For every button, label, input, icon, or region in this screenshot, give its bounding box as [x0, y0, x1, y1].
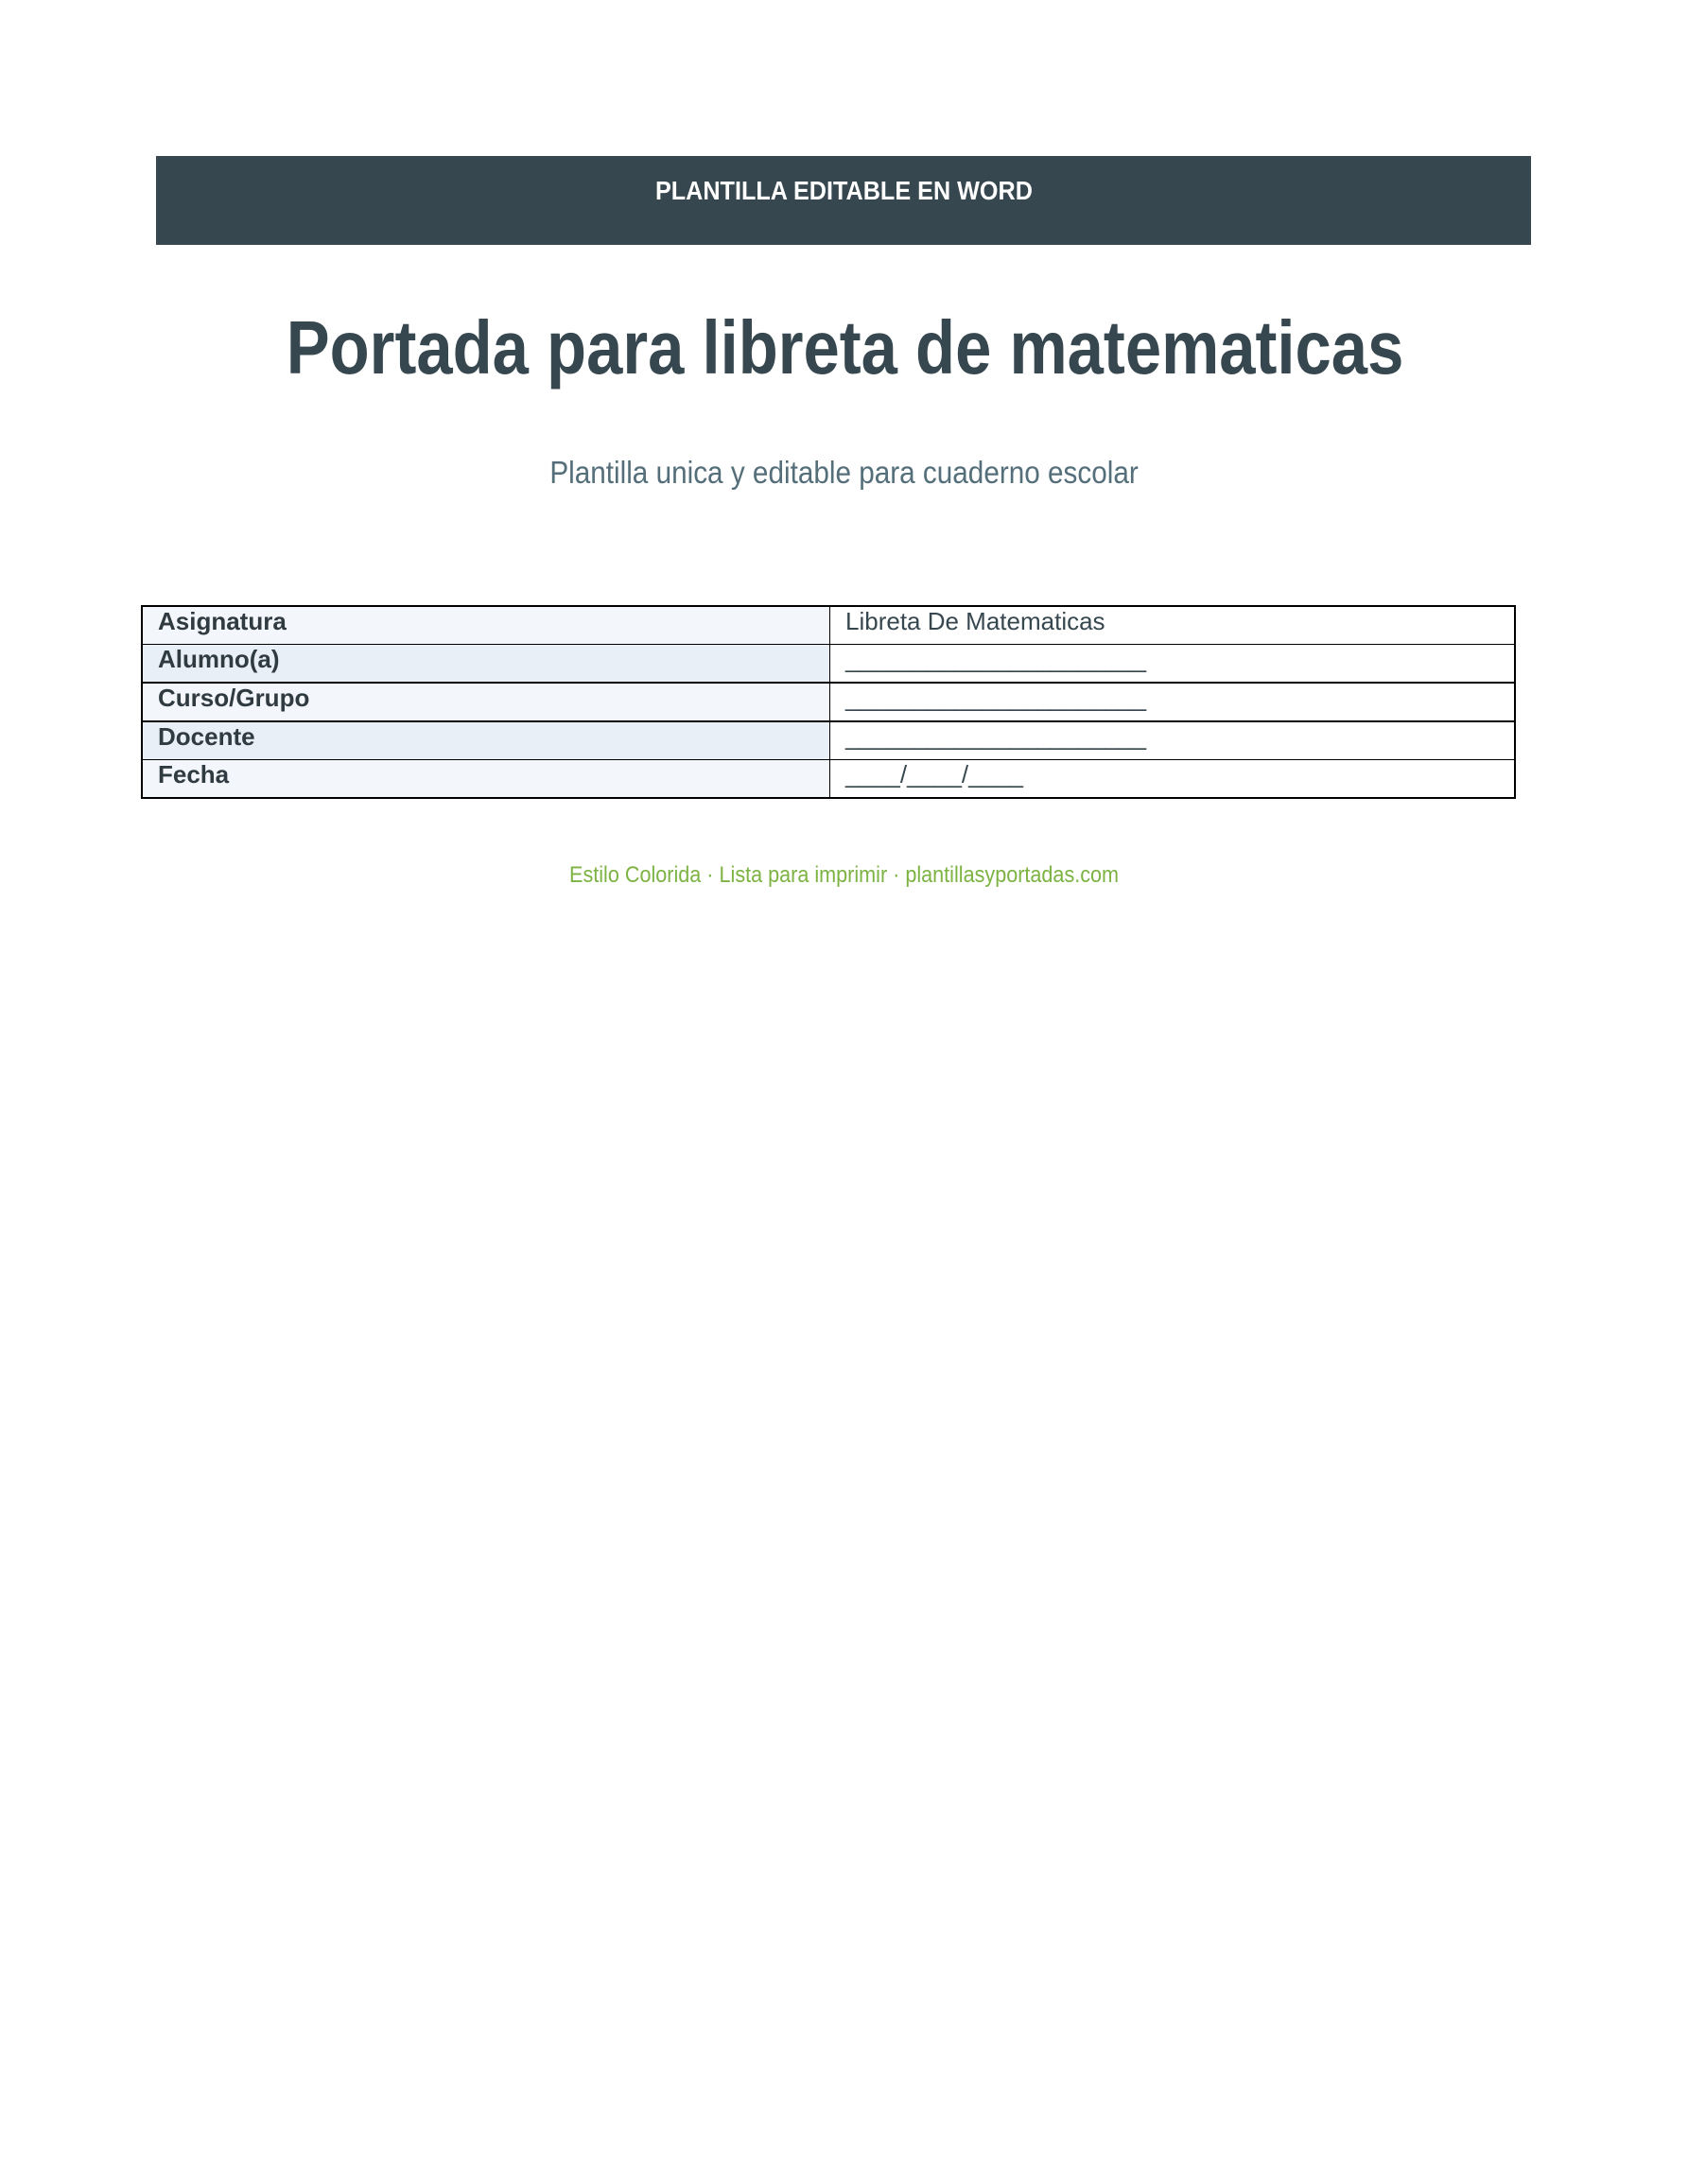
row-label: Docente — [142, 721, 830, 760]
page-subtitle: Plantilla unica y editable para cuaderno escolar — [549, 455, 1139, 490]
row-value-field[interactable]: Libreta De Matematicas — [830, 606, 1516, 645]
footer-credits: Estilo Colorida · Lista para imprimir · plantillasyportadas.com — [569, 862, 1120, 888]
table-row-fecha — [142, 760, 1515, 799]
info-table — [141, 605, 1516, 799]
row-label: Curso/Grupo — [142, 683, 830, 721]
banner-label: PLANTILLA EDITABLE EN WORD — [654, 176, 1033, 205]
row-value-field[interactable]: ____/____/____ — [830, 760, 1516, 799]
row-value-field[interactable]: ______________________ — [830, 645, 1516, 684]
page-title: Portada para libreta de matematicas — [286, 305, 1404, 390]
row-label: Alumno(a) — [142, 645, 830, 684]
row-label: Asignatura — [142, 606, 830, 645]
table-row-docente — [142, 721, 1515, 760]
row-value-field[interactable]: ______________________ — [830, 721, 1516, 760]
row-value-field[interactable]: ______________________ — [830, 683, 1516, 721]
table-row-alumno — [142, 645, 1515, 684]
row-label: Fecha — [142, 760, 830, 799]
table-row-asignatura — [142, 606, 1515, 645]
table-row-curso-grupo — [142, 683, 1515, 721]
